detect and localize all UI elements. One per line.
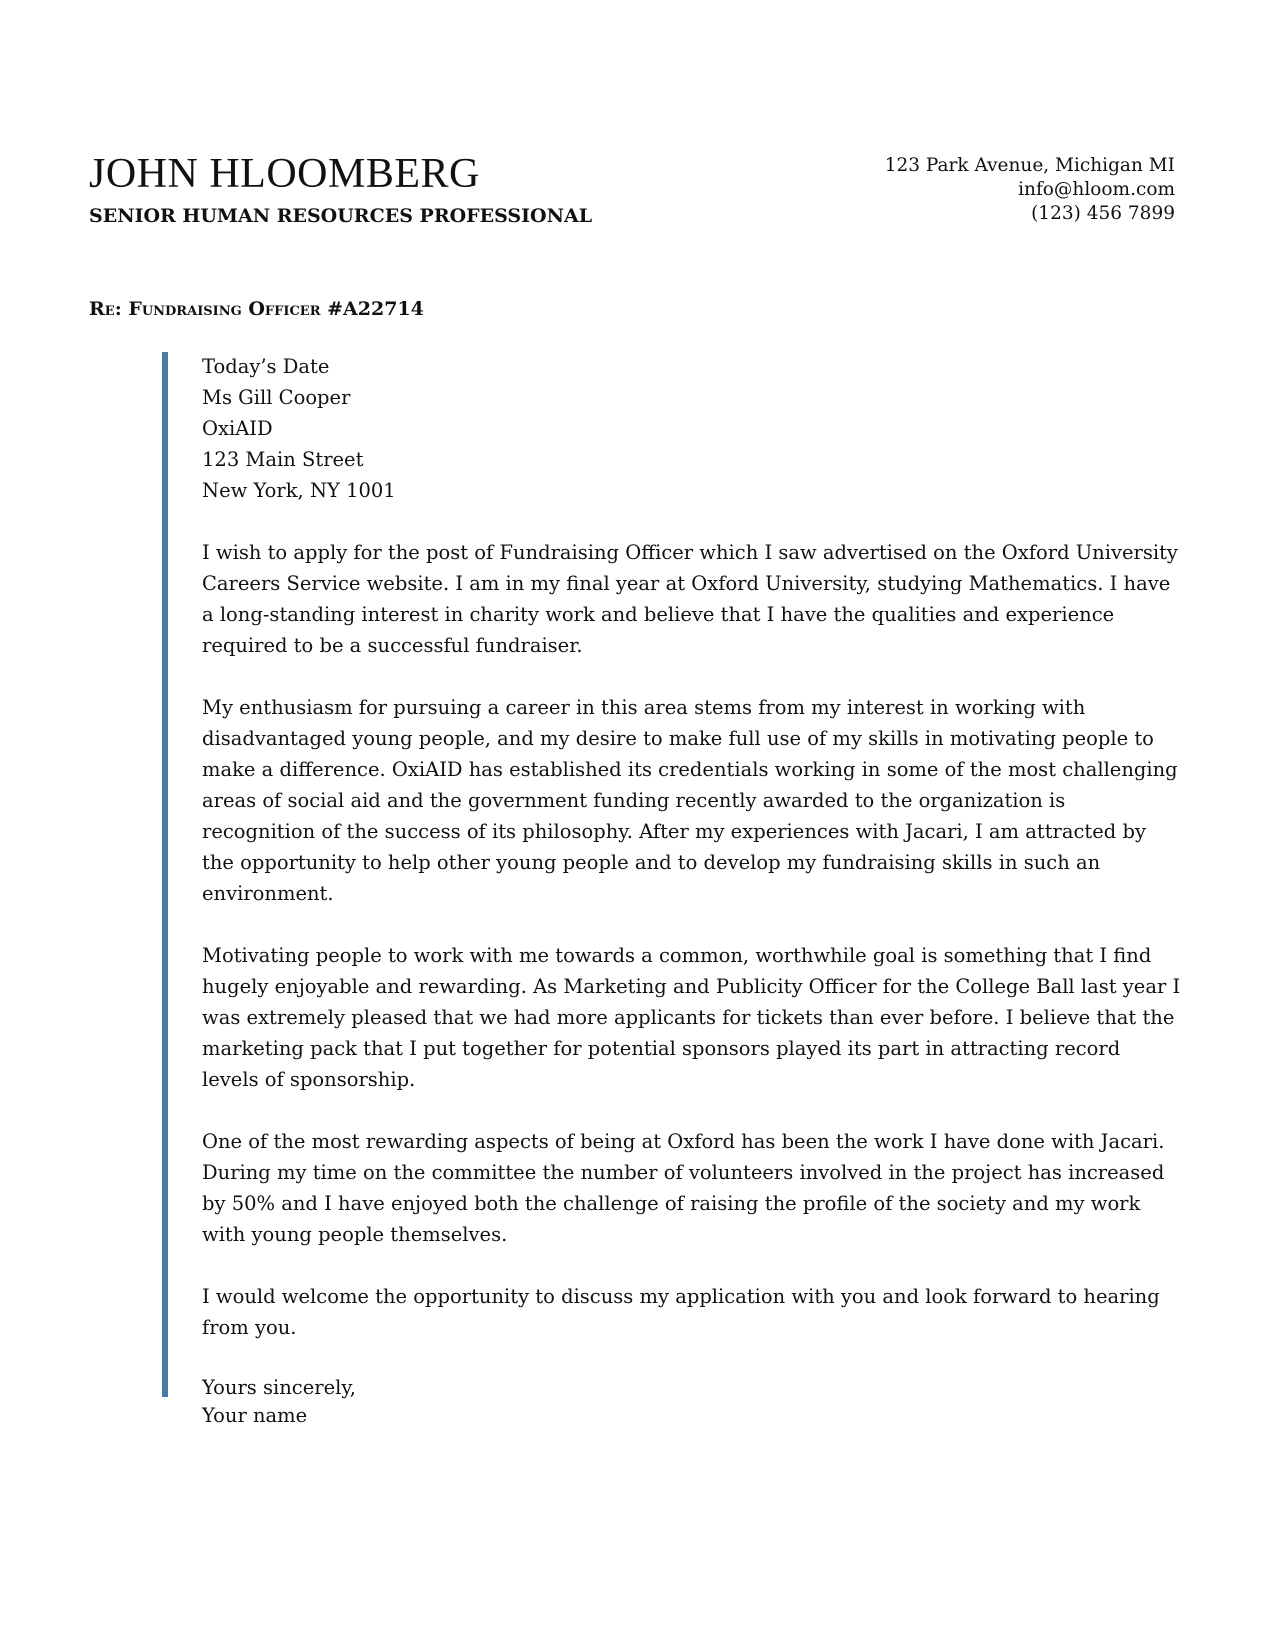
recipient-block <box>202 351 1182 506</box>
sender-contact-block <box>885 154 1175 226</box>
closing-block <box>202 1374 1182 1430</box>
body-paragraph-1: I wish to apply for the post of Fundraising Officer which I saw advertised on the Oxford University Careers Service website. I am in my final year at Oxford University, studying Mathematics. I have a long-standing interest in charity work and believe that I have the qualities and experience required to be a successful fundraiser. <box>202 541 1178 657</box>
body-paragraph-3: Motivating people to work with me towards a common, worthwhile goal is something that I find hugely enjoyable and rewarding. As Marketing and Publicity Officer for the College Ball last year I was extremely pleased that we had more applicants for tickets than ever before. I believe that the marketing pack that I put together for potential sponsors played its part in attracting record levels of sponsorship. <box>202 944 1181 1091</box>
sender-title: SENIOR HUMAN RESOURCES PROFESSIONAL <box>89 205 593 227</box>
accent-bar <box>162 352 168 1397</box>
recipient-street: 123 Main Street <box>202 448 364 471</box>
letter-body <box>202 351 1182 1430</box>
body-paragraph-2: My enthusiasm for pursuing a career in this area stems from my interest in working with disadvantaged young people, and my desire to make full use of my skills in motivating people to make a difference. OxiAID has established its credentials working in some of the most challenging areas of social aid and the government funding recently awarded to the organization is recognition of the success of its philosophy. After my experiences with Jacari, I am attracted by the opportunity to help other young people and to develop my fundraising skills in such an environment. <box>202 696 1178 905</box>
body-paragraph-5: I would welcome the opportunity to discuss my application with you and look forward to hearing from you. <box>202 1285 1160 1339</box>
recipient-name: Ms Gill Cooper <box>202 386 351 409</box>
sender-name: JOHN HLOOMBERG <box>89 151 480 197</box>
recipient-company: OxiAID <box>202 417 273 440</box>
sender-email: info@hloom.com <box>1018 179 1175 200</box>
recipient-city: New York, NY 1001 <box>202 479 396 502</box>
sender-phone: (123) 456 7899 <box>1031 203 1175 224</box>
letter-date: Today’s Date <box>202 355 330 378</box>
reference-line: Re: Fundraising Officer #A22714 <box>89 298 424 320</box>
body-paragraph-4: One of the most rewarding aspects of being at Oxford has been the work I have done with Jacari. During my time on the committee the number of volunteers involved in the project has increased by 50% and I have enjoyed both the challenge of raising the profile of the society and my work with young people themselves. <box>202 1130 1165 1246</box>
sender-address: 123 Park Avenue, Michigan MI <box>884 155 1175 176</box>
closing-salutation: Yours sincerely, <box>202 1376 356 1399</box>
closing-signature: Your name <box>202 1404 308 1427</box>
